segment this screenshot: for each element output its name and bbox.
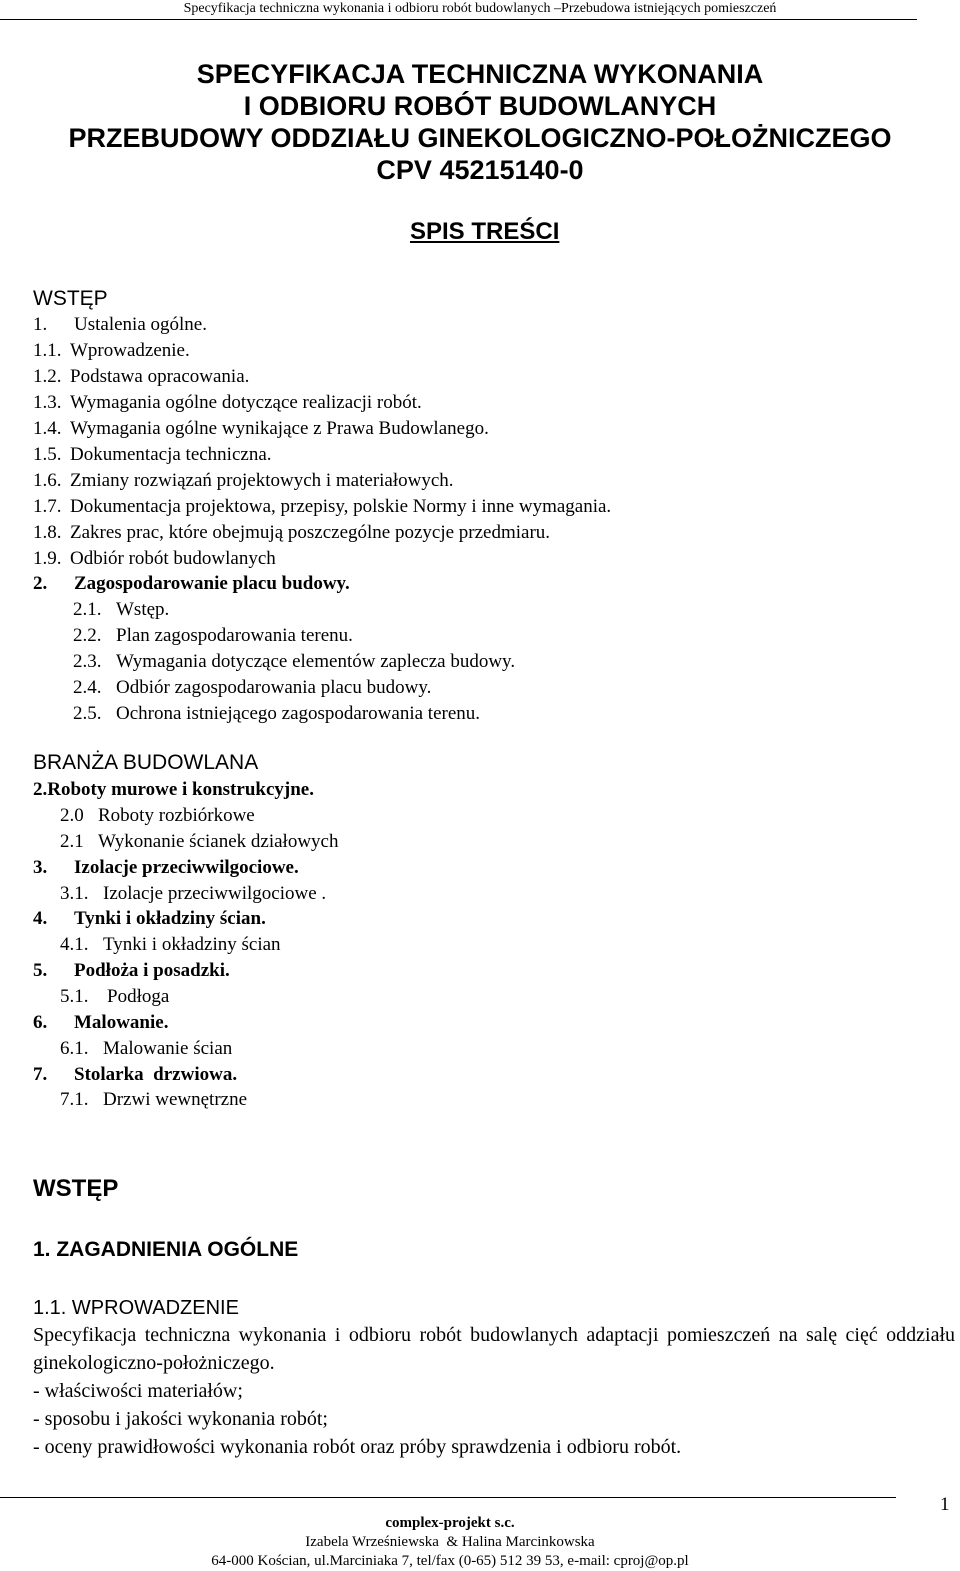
- toc-branch-item: 4. Tynki i okładziny ścian.: [33, 908, 266, 929]
- toc-branch-item: 6.1. Malowanie ścian: [60, 1038, 233, 1059]
- header-divider: [0, 19, 917, 20]
- footer-owners: Izabela Wrześniewska & Halina Marcinkowska: [305, 1534, 595, 1550]
- toc-item: 1. Ustalenia ogólne.: [33, 314, 207, 335]
- intro-paragraph: Specyfikacja techniczna wykonania i odbioru robót budowlanych adaptacji pomieszczeń na salę cięć oddziału ginekologiczno-położniczego.: [33, 1324, 955, 1374]
- toc-item: 1.6. Zmiany rozwiązań projektowych i materiałowych.: [33, 470, 454, 491]
- footer-address: 64-000 Kościan, ul.Marciniaka 7, tel/fax (0-65) 512 39 53, e-mail: cproj@op.pl: [211, 1553, 689, 1569]
- subsection-heading: 1.1. WPROWADZENIE: [33, 1297, 239, 1319]
- bullet-item: - oceny prawidłowości wykonania robót oraz próby sprawdzenia i odbioru robót.: [33, 1436, 682, 1458]
- toc-branch-item: 2.0 Roboty rozbiórkowe: [60, 805, 255, 826]
- toc-branch-item: 6. Malowanie.: [33, 1012, 169, 1033]
- toc-branch-item: 3. Izolacje przeciwwilgociowe.: [33, 857, 299, 878]
- toc-branch-item: 2.Roboty murowe i konstrukcyjne.: [33, 779, 314, 800]
- title-line-1: SPECYFIKACJA TECHNICZNA WYKONANIA: [196, 59, 764, 89]
- title-line-4: CPV 45215140-0: [376, 155, 584, 185]
- toc-branch-item: 4.1. Tynki i okładziny ścian: [60, 934, 281, 955]
- toc-intro-heading: WSTĘP: [33, 287, 108, 310]
- toc-item: 2.4. Odbiór zagospodarowania placu budowy.: [73, 677, 432, 698]
- section-heading: WSTĘP: [33, 1175, 119, 1202]
- toc-item: 1.7. Dokumentacja projektowa, przepisy, polskie Normy i inne wymagania.: [33, 496, 612, 517]
- toc-branch-item: 7. Stolarka drzwiowa.: [33, 1064, 238, 1085]
- chapter-heading: 1. ZAGADNIENIA OGÓLNE: [33, 1238, 299, 1261]
- toc-item: 1.1. Wprowadzenie.: [33, 340, 190, 361]
- document-title: [0, 58, 960, 186]
- toc-heading: SPIS TREŚCI: [410, 218, 560, 245]
- branch-heading: BRANŻA BUDOWLANA: [33, 751, 259, 774]
- footer-divider: [0, 1497, 896, 1498]
- footer-company: complex-projekt s.c.: [385, 1515, 515, 1531]
- toc-branch-item: 5.1. Podłoga: [60, 986, 170, 1007]
- toc-item: 2.3. Wymagania dotyczące elementów zaplecza budowy.: [73, 651, 516, 672]
- toc-item: 2.5. Ochrona istniejącego zagospodarowania terenu.: [73, 703, 481, 724]
- toc-item: 1.9. Odbiór robót budowlanych: [33, 548, 276, 569]
- toc-item: 1.4. Wymagania ogólne wynikające z Prawa Budowlanego.: [33, 418, 489, 439]
- title-line-2: I ODBIORU ROBÓT BUDOWLANYCH: [243, 91, 717, 121]
- toc-item: 2.1. Wstęp.: [73, 599, 170, 620]
- page-footer: [0, 1514, 900, 1571]
- running-header: Specyfikacja techniczna wykonania i odbioru robót budowlanych –Przebudowa istniejących pomieszczeń: [183, 1, 777, 16]
- page-number: 1: [940, 1494, 950, 1515]
- toc-branch-item: 2.1 Wykonanie ścianek działowych: [60, 831, 339, 852]
- title-line-3: PRZEBUDOWY ODDZIAŁU GINEKOLOGICZNO-POŁOŻNICZEGO: [68, 123, 892, 153]
- toc-item: 2.2. Plan zagospodarowania terenu.: [73, 625, 353, 646]
- toc-item: 1.3. Wymagania ogólne dotyczące realizacji robót.: [33, 392, 422, 413]
- toc-item: 2. Zagospodarowanie placu budowy.: [33, 573, 350, 594]
- toc-branch-item: 3.1. Izolacje przeciwwilgociowe .: [60, 883, 327, 904]
- toc-item: 1.5. Dokumentacja techniczna.: [33, 444, 272, 465]
- bullet-item: - sposobu i jakości wykonania robót;: [33, 1408, 328, 1430]
- bullet-item: - właściwości materiałów;: [33, 1380, 243, 1402]
- toc-branch-item: 7.1. Drzwi wewnętrzne: [60, 1089, 248, 1110]
- toc-item: 1.2. Podstawa opracowania.: [33, 366, 250, 387]
- toc-branch-item: 5. Podłoża i posadzki.: [33, 960, 230, 981]
- toc-item: 1.8. Zakres prac, które obejmują poszczególne pozycje przedmiaru.: [33, 522, 551, 543]
